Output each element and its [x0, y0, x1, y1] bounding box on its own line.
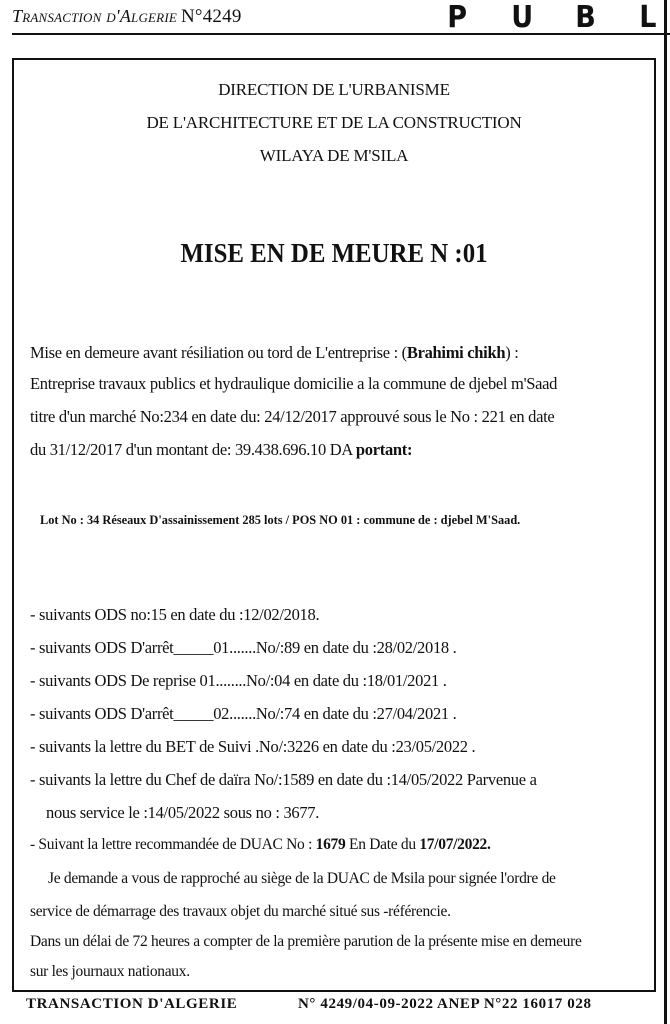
notice-title: MISE EN DE MEURE N :01 — [180, 238, 488, 268]
reference-item: - suivants ODS D'arrêt_____01.......No/:89 en date du :28/02/2018 . — [30, 638, 457, 657]
reference-item: - suivants ODS D'arrêt_____02.......No/:74 en date du :27/04/2021 . — [30, 704, 457, 723]
intro-text: Mise en demeure avant résiliation ou tord de L'entreprise : ( — [30, 343, 407, 362]
intro-line: Entreprise travaux publics et hydraulique domicilie a la commune de djebel m'Saad — [30, 374, 558, 393]
reference-item: - suivants ODS De reprise 01........No/:04 en date du :18/01/2021 . — [30, 671, 447, 690]
intro-text: ) : — [505, 343, 519, 362]
section-letter: B — [575, 0, 596, 35]
organization-line: WILAYA DE M'SILA — [259, 146, 409, 165]
issue-number: N°4249 — [181, 6, 242, 27]
organization-line: DIRECTION DE L'URBANISME — [218, 80, 450, 99]
company-name: Brahimi chikh — [406, 343, 506, 362]
intro-line — [30, 343, 519, 363]
reference-number: 1679 — [315, 836, 346, 853]
reference-text: En Date du — [345, 836, 420, 853]
notice-box — [12, 58, 656, 992]
organization-line: DE L'ARCHITECTURE ET DE LA CONSTRUCTION — [146, 113, 522, 132]
reference-item — [30, 836, 491, 854]
section-letter: L — [639, 0, 657, 35]
section-letter: P — [447, 0, 467, 35]
demand-line: Dans un délai de 72 heures a compter de la première parution de la présente mise en demeure — [30, 933, 582, 950]
intro-line — [30, 440, 412, 460]
column-divider — [664, 0, 667, 1024]
publication-name: Transaction d'Algerie — [12, 6, 177, 26]
intro-line: titre d'un marché No:234 en date du: 24/12/2017 approuvé sous le No : 221 en date — [30, 407, 555, 426]
demand-line: service de démarrage des travaux objet du marché situé sus -référencie. — [30, 903, 451, 920]
section-letter: U — [511, 0, 534, 35]
reference-item: - suivants la lettre du Chef de daïra No/:1589 en date du :14/05/2022 Parvenue a — [30, 770, 537, 789]
page-header — [12, 0, 670, 35]
footer-publication: TRANSACTION D'ALGERIE — [26, 996, 238, 1012]
demand-line: Je demande a vous de rapproché au siège de la DUAC de Msila pour signée l'ordre de — [48, 870, 556, 887]
reference-item-continuation: nous service le :14/05/2022 sous no : 3677. — [46, 803, 320, 822]
lot-description: Lot No : 34 Réseaux D'assainissement 285 lots / POS NO 01 : commune de : djebel M'Saad. — [40, 512, 521, 527]
footer-reference: N° 4249/04-09-2022 ANEP N°22 16017 028 — [298, 996, 592, 1012]
demand-line: sur les journaux nationaux. — [30, 963, 190, 980]
reference-item: - suivants ODS no:15 en date du :12/02/2018. — [30, 605, 320, 624]
intro-text: du 31/12/2017 d'un montant de: 39.438.696.10 DA — [30, 440, 356, 459]
intro-emphasis: portant: — [355, 440, 413, 459]
section-heading — [444, 0, 670, 35]
reference-date: 17/07/2022. — [419, 836, 491, 853]
reference-item: - suivants la lettre du BET de Suivi .No/:3226 en date du :23/05/2022 . — [30, 737, 476, 756]
reference-text: - Suivant la lettre recommandée de DUAC No : — [30, 836, 316, 853]
publication-title — [12, 6, 242, 28]
